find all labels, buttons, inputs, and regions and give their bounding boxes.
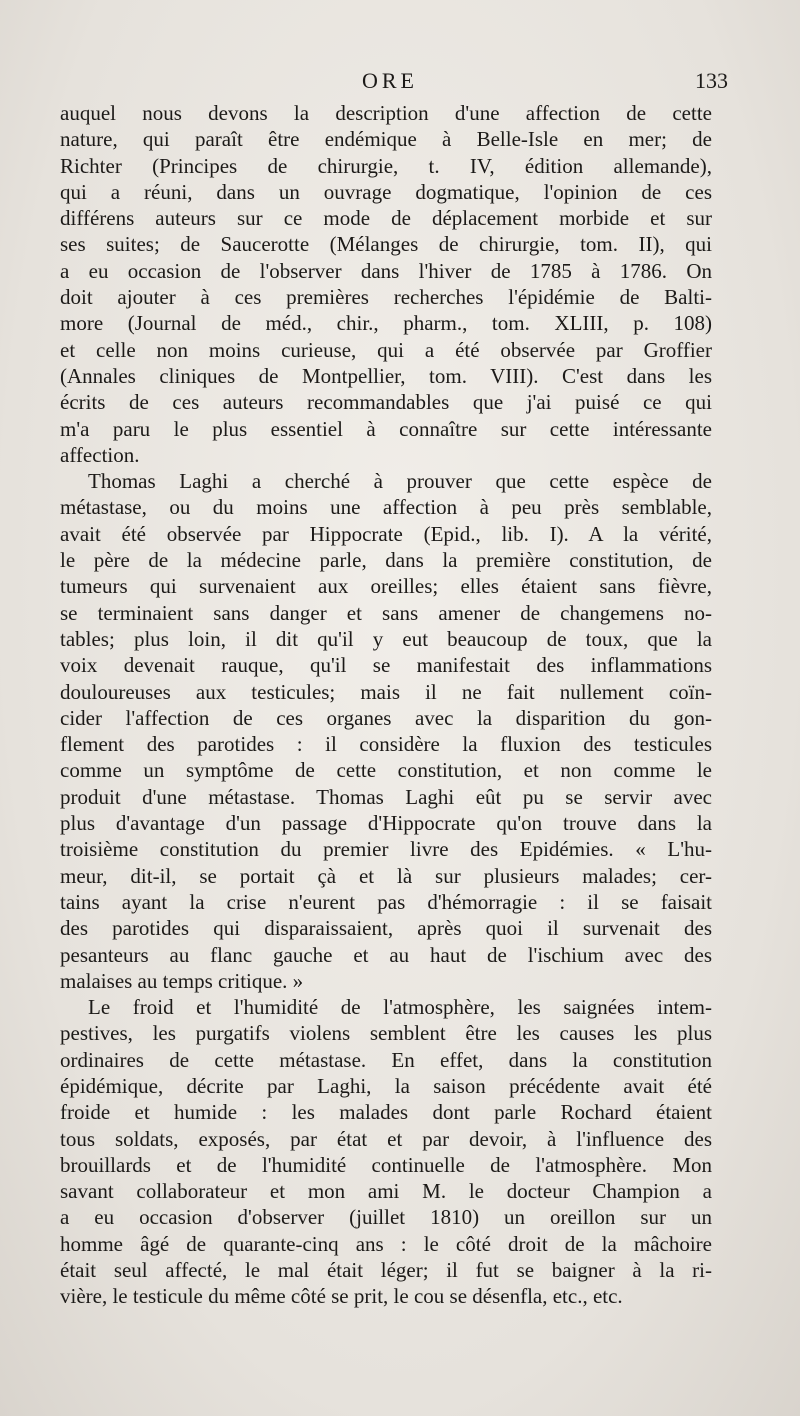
text-line: (Annales cliniques de Montpellier, tom. VIII). C'est dans les [60,363,712,388]
text-line: auquel nous devons la description d'une affection de cette [60,101,712,125]
text-line: m'a paru le plus essentiel à connaître sur cette intéressante [60,416,712,441]
text-line: nature, qui paraît être endémique à Belle-Isle en mer; de [60,127,712,152]
page-number: 133 [695,68,728,93]
text-line: et celle non moins curieuse, qui a été observée par Groffier [60,337,712,362]
text-line: tumeurs qui survenaient aux oreilles; elles étaient sans fièvre, [60,574,712,599]
text-line: ordinaires de cette métastase. En effet, dans la constitution [60,1047,712,1072]
text-line: qui a réuni, dans un ouvrage dogmatique, l'opinion de ces [60,179,712,204]
text-line: des parotides qui disparaissaient, après quoi il survenait des [60,916,712,941]
text-line: froide et humide : les malades dont parle Rochard étaient [60,1100,712,1125]
text-line: more (Journal de méd., chir., pharm., tom. XLIII, p. 108) [60,311,712,336]
text-line: pesanteurs au flanc gauche et au haut de l'ischium avec des [60,942,712,967]
text-line: douloureuses aux testicules; mais il ne fait nullement coïn- [60,679,712,704]
text-line: se terminaient sans danger et sans amener de changemens no- [60,600,712,625]
text-line: tous soldats, exposés, par état et par devoir, à l'influence des [60,1126,712,1151]
text-line: était seul affecté, le mal était léger; il fut se baigner à la ri- [60,1258,712,1283]
running-title: ORE [362,68,418,93]
text-line: le père de la médecine parle, dans la première constitution, de [60,548,712,573]
text-line: malaises au temps critique. » [60,968,304,993]
text-line: meur, dit-il, se portait çà et là sur plusieurs malades; cer- [60,863,712,888]
text-line: produit d'une métastase. Thomas Laghi eût pu se servir avec [60,784,712,809]
text-line: a eu occasion de l'observer dans l'hiver de 1785 à 1786. On [60,258,712,283]
text-line: tains ayant la crise n'eurent pas d'hémorragie : il se faisait [60,889,712,914]
paragraph-first-line: Le froid et l'humidité de l'atmosphère, les saignées intem- [88,995,712,1020]
text-line: différens auteurs sur ce mode de déplacement morbide et sur [60,206,712,231]
text-line: plus d'avantage d'un passage d'Hippocrate qu'on trouve dans la [60,811,712,836]
text-line: troisième constitution du premier livre des Epidémies. « L'hu- [60,837,712,862]
body-text [60,100,712,1310]
text-line: doit ajouter à ces premières recherches l'épidémie de Balti- [60,285,712,310]
text-line: Richter (Principes de chirurgie, t. IV, édition allemande), [60,153,712,178]
text-line: métastase, ou du moins une affection à peu près semblable, [60,495,712,520]
text-line: affection. [60,442,140,467]
text-line: homme âgé de quarante-cinq ans : le côté droit de la mâchoire [60,1231,712,1256]
paragraph-first-line: Thomas Laghi a cherché à prouver que cette espèce de [88,469,712,494]
text-line: cider l'affection de ces organes avec la disparition du gon- [60,705,712,730]
text-line: savant collaborateur et mon ami M. le docteur Champion a [60,1179,712,1204]
text-line: écrits de ces auteurs recommandables que j'ai puisé ce qui [60,390,712,415]
text-line: voix devenait rauque, qu'il se manifestait des inflammations [60,653,712,678]
running-head [60,68,728,98]
text-line: épidémique, décrite par Laghi, la saison précédente avait été [60,1073,712,1098]
text-line: avait été observée par Hippocrate (Epid., lib. I). A la vérité, [60,521,712,546]
text-line: a eu occasion d'observer (juillet 1810) un oreillon sur un [60,1205,712,1230]
text-line: flement des parotides : il considère la fluxion des testicules [60,732,712,757]
text-line: comme un symptôme de cette constitution, et non comme le [60,758,712,783]
text-line: pestives, les purgatifs violens semblent être les causes les plus [60,1021,712,1046]
text-line: ses suites; de Saucerotte (Mélanges de chirurgie, tom. II), qui [60,232,712,257]
text-line: vière, le testicule du même côté se prit, le cou se désenfla, etc., etc. [60,1284,623,1309]
text-line: tables; plus loin, il dit qu'il y eut beaucoup de toux, que la [60,626,712,651]
text-line: brouillards et de l'humidité continuelle de l'atmosphère. Mon [60,1152,712,1177]
